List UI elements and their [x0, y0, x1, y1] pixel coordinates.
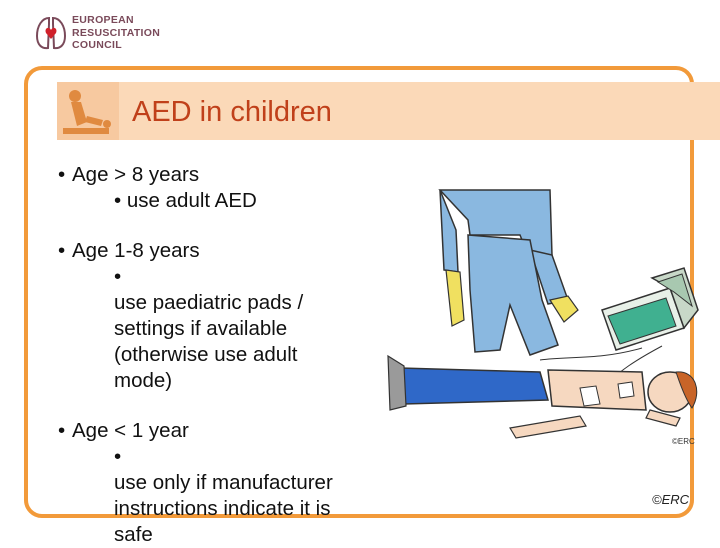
slide-content: [58, 162, 388, 548]
logo-line: EUROPEAN: [72, 14, 134, 26]
sub-bullet-line: use only if manufacturer: [114, 471, 333, 494]
sub-bullet-line: use paediatric pads /: [114, 291, 304, 314]
sub-bullet-line: settings if available: [114, 317, 288, 340]
bullet-dot: •: [58, 239, 66, 262]
slide-title: AED in children: [132, 96, 332, 128]
cpr-icon: [57, 82, 119, 140]
bullet-text: Age 1-8 years: [72, 239, 200, 262]
erc-logo: [34, 14, 174, 54]
logo-text: [72, 14, 160, 52]
sub-bullet-item: [58, 444, 388, 548]
bullet-item: [58, 162, 388, 188]
bullet-dot: •: [114, 445, 122, 468]
bullet-text: Age > 8 years: [72, 163, 200, 186]
sub-bullet-item: [58, 264, 388, 394]
bullet-dot: •: [114, 189, 122, 212]
lungs-heart-icon: [34, 14, 68, 52]
sub-bullet-line: safe: [114, 523, 153, 546]
logo-line: COUNCIL: [72, 39, 122, 51]
aed-child-illustration: [380, 160, 705, 510]
bullet-dot: •: [58, 163, 66, 186]
credit-text: ©ERC: [672, 437, 695, 446]
bullet-text: Age < 1 year: [72, 419, 189, 442]
bullet-item: [58, 418, 388, 444]
bullet-dot: •: [58, 419, 66, 442]
sub-bullet-text: use adult AED: [126, 189, 257, 212]
bullet-dot: •: [114, 265, 122, 288]
sub-bullet-item: [58, 188, 388, 214]
sub-bullet-line: (otherwise use adult: [114, 343, 298, 366]
bullet-item: [58, 238, 388, 264]
logo-line: RESUSCITATION: [72, 26, 161, 39]
credit-text: ©ERC: [652, 492, 690, 507]
sub-bullet-line: instructions indicate it is: [114, 497, 331, 520]
sub-bullet-line: mode): [114, 369, 173, 392]
